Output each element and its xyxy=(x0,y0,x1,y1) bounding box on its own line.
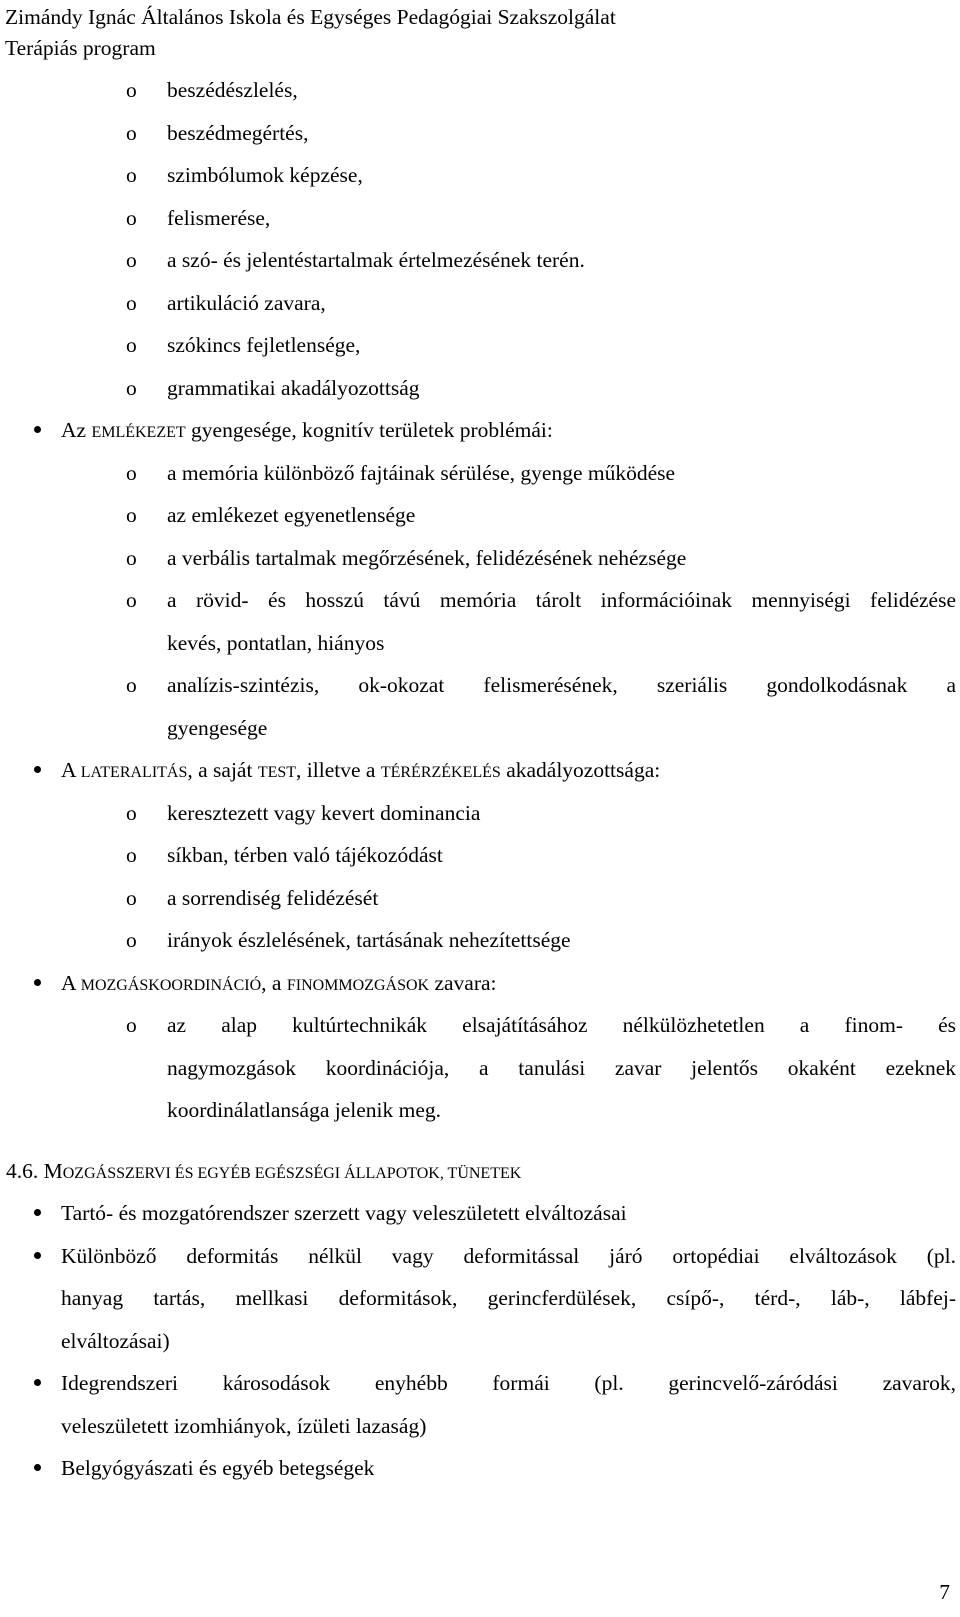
list-item-text: síkban, térben való tájékozódást xyxy=(167,843,443,867)
bullet-dot xyxy=(34,1209,41,1216)
list-item-text: artikuláció zavara, xyxy=(167,290,326,315)
list-marker: o xyxy=(126,1013,137,1037)
bullet-item-text: hanyag tartás, mellkasi deformitások, gerincferdülések, csípő-, térd-, láb-, lábfej- xyxy=(61,1286,956,1310)
bullet-item-text: A MOZGÁSKOORDINÁCIÓ, a FINOMMOZGÁSOK zavara: xyxy=(61,970,497,995)
list-marker: o xyxy=(126,78,137,102)
list-item-text: a sorrendiség felidézését xyxy=(167,885,379,910)
list-item-text: grammatikai akadályozottság xyxy=(167,375,420,400)
list-marker: o xyxy=(126,375,137,400)
list-item xyxy=(0,664,960,707)
document-body xyxy=(0,69,960,1490)
list-item-text: a verbális tartalmak megőrzésének, felidézésének nehézsége xyxy=(167,545,687,570)
bullet-dot xyxy=(34,1464,41,1471)
list-item-text: szimbólumok képzése, xyxy=(167,163,363,187)
list-item xyxy=(0,324,960,367)
list-marker: o xyxy=(126,885,137,910)
list-marker: o xyxy=(126,120,137,145)
list-item xyxy=(0,154,960,197)
list-item-text: az emlékezet egyenetlensége xyxy=(167,503,416,527)
list-item xyxy=(0,877,960,920)
list-marker: o xyxy=(126,333,137,357)
bullet-item-motor xyxy=(0,962,960,1005)
bullet-item-continuation xyxy=(0,1405,960,1448)
bullet-item xyxy=(0,1447,960,1490)
list-item-text: analízis-szintézis, ok-okozat felismerésének, szeriális gondolkodásnak a xyxy=(167,673,956,697)
list-item xyxy=(0,367,960,410)
list-item xyxy=(0,1004,960,1047)
bullet-dot xyxy=(34,766,41,773)
bullet-item-text: Tartó- és mozgatórendszer szerzett vagy veleszületett elváltozásai xyxy=(61,1201,627,1225)
list-marker: o xyxy=(126,503,137,527)
bullet-item-text: veleszületett izomhiányok, ízületi lazaság) xyxy=(61,1413,427,1438)
list-marker: o xyxy=(126,673,137,697)
section-heading xyxy=(0,1150,960,1193)
list-item-continuation xyxy=(0,622,960,665)
bullet-dot xyxy=(34,426,41,433)
list-item-text: a rövid- és hosszú távú memória tárolt információinak mennyiségi felidézése xyxy=(167,588,956,612)
list-item-continuation xyxy=(0,1089,960,1132)
list-item-text: az alap kultúrtechnikák elsajátításához nélkülözhetetlen a finom- és xyxy=(167,1013,956,1037)
list-item xyxy=(0,579,960,622)
list-marker: o xyxy=(126,248,137,272)
list-marker: o xyxy=(126,800,137,825)
list-item-continuation xyxy=(0,1047,960,1090)
list-marker: o xyxy=(126,928,137,952)
bullet-dot xyxy=(34,1379,41,1386)
bullet-item xyxy=(0,1192,960,1235)
list-item xyxy=(0,112,960,155)
list-item-continuation xyxy=(0,707,960,750)
list-item-text: a szó- és jelentéstartalmak értelmezésének terén. xyxy=(167,248,585,272)
header-school-name: Zimándy Ignác Általános Iskola és Egységes Pedagógiai Szakszolgálat xyxy=(5,5,616,29)
section-heading-text: 4.6. MOZGÁSSZERVI ÉS EGYÉB EGÉSZSÉGI ÁLLAPOTOK, TÜNETEK xyxy=(6,1158,522,1183)
list-item xyxy=(0,197,960,240)
list-marker: o xyxy=(126,460,137,485)
list-item xyxy=(0,834,960,877)
list-item-text: kevés, pontatlan, hiányos xyxy=(167,630,385,655)
list-marker: o xyxy=(126,545,137,570)
bullet-item xyxy=(0,1235,960,1278)
list-item xyxy=(0,494,960,537)
list-item-text: keresztezett vagy kevert dominancia xyxy=(167,800,481,825)
list-item xyxy=(0,537,960,580)
bullet-item-text: elváltozásai) xyxy=(61,1328,170,1353)
list-item-text: gyengesége xyxy=(167,715,268,740)
list-item xyxy=(0,792,960,835)
bullet-item-continuation xyxy=(0,1320,960,1363)
bullet-item-text: Különböző deformitás nélkül vagy deformitással járó ortopédiai elváltozások (pl. xyxy=(61,1243,956,1268)
list-marker: o xyxy=(126,290,137,315)
list-item-text: koordinálatlansága jelenik meg. xyxy=(167,1098,442,1122)
list-item-text: nagymozgások koordinációja, a tanulási zavar jelentős okaként ezeknek xyxy=(167,1055,956,1080)
list-item-text: beszédmegértés, xyxy=(167,120,309,145)
list-item xyxy=(0,452,960,495)
bullet-item xyxy=(0,1362,960,1405)
list-marker: o xyxy=(126,163,137,187)
list-item xyxy=(0,282,960,325)
list-item-text: felismerése, xyxy=(167,205,271,230)
list-item xyxy=(0,239,960,282)
list-marker: o xyxy=(126,843,137,867)
bullet-item-memory xyxy=(0,409,960,452)
bullet-item-continuation xyxy=(0,1277,960,1320)
list-marker: o xyxy=(126,588,137,612)
bullet-item-laterality xyxy=(0,749,960,792)
header-program-name: Terápiás program xyxy=(5,36,156,60)
bullet-item-text: Az EMLÉKEZET gyengesége, kognitív területek problémái: xyxy=(61,418,553,442)
list-marker: o xyxy=(126,205,137,230)
bullet-dot xyxy=(34,1252,41,1259)
bullet-item-text: Idegrendszeri károsodások enyhébb formái (pl. gerincvelő-záródási zavarok, xyxy=(61,1371,956,1395)
list-item-text: szókincs fejletlensége, xyxy=(167,333,361,357)
bullet-dot xyxy=(34,979,41,986)
list-item-text: irányok észlelésének, tartásának nehezítettsége xyxy=(167,928,571,952)
list-item xyxy=(0,919,960,962)
page-number: 7 xyxy=(939,1580,950,1604)
list-item-text: beszédészlelés, xyxy=(167,78,298,102)
list-item xyxy=(0,69,960,112)
bullet-item-text: A LATERALITÁS, a saját TEST, illetve a TÉRÉRZÉKELÉS akadályozottsága: xyxy=(61,758,661,782)
page-header xyxy=(5,2,616,64)
list-item-text: a memória különböző fajtáinak sérülése, gyenge működése xyxy=(167,460,676,485)
bullet-item-text: Belgyógyászati és egyéb betegségek xyxy=(61,1456,375,1480)
